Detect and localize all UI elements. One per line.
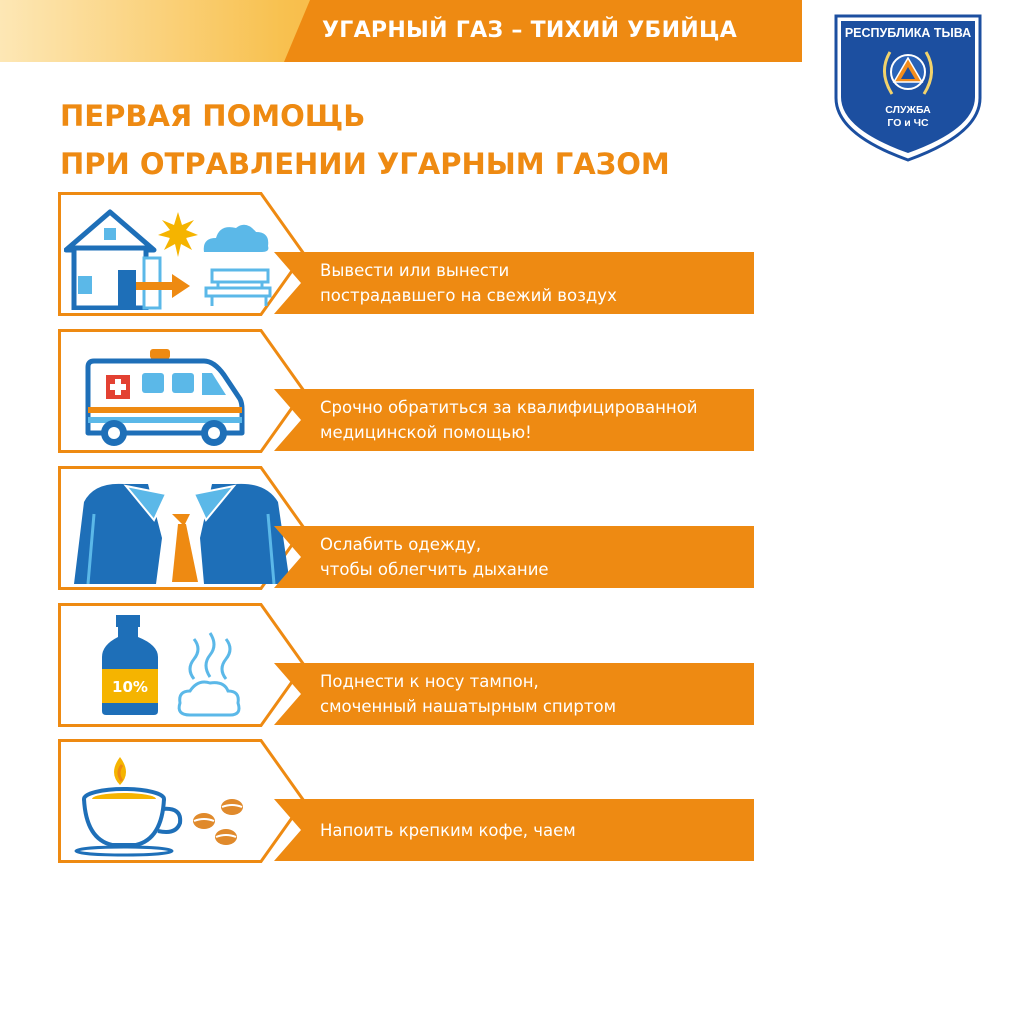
step-text-line1: Срочно обратиться за квалифицированной	[320, 398, 698, 417]
step-loosen-clothing	[58, 466, 754, 590]
ambulance-icon	[64, 337, 294, 447]
step-text-line2: чтобы облегчить дыхание	[320, 560, 549, 579]
house-fresh-air-icon	[64, 200, 294, 310]
step-text	[320, 391, 750, 449]
step-text-line1: Напоить крепким кофе, чаем	[320, 820, 576, 840]
banner-title: УГАРНЫЙ ГАЗ – ТИХИЙ УБИЙЦА	[322, 18, 738, 43]
step-text-line1: Поднести к носу тампон,	[320, 672, 539, 691]
bottle-label: 10%	[112, 678, 148, 696]
step-coffee	[58, 739, 754, 863]
coffee-cup-icon	[64, 747, 294, 857]
page-heading	[60, 92, 780, 188]
step-text	[320, 528, 750, 586]
step-medical-help	[58, 329, 754, 453]
ammonia-bottle-icon	[64, 611, 294, 721]
step-ammonia	[58, 603, 754, 727]
step-text-line1: Ослабить одежду,	[320, 535, 482, 554]
heading-line1: ПЕРВАЯ ПОМОЩЬ	[60, 99, 366, 133]
step-text	[320, 254, 750, 312]
step-fresh-air	[58, 192, 754, 316]
step-text-line1: Вывести или вынести	[320, 261, 510, 280]
step-text-line2: медицинской помощью!	[320, 423, 532, 442]
emblem-service-line2: ГО и ЧС	[887, 117, 929, 129]
emblem-service-line1: СЛУЖБА	[885, 104, 931, 116]
step-text	[320, 801, 750, 859]
step-text-line2: смоченный нашатырным спиртом	[320, 697, 617, 716]
mchs-tuva-emblem	[832, 12, 984, 162]
step-text	[320, 665, 750, 723]
heading-line2: ПРИ ОТРАВЛЕНИИ УГАРНЫМ ГАЗОМ	[60, 147, 670, 181]
emblem-top-text: РЕСПУБЛИКА ТЫВА	[844, 26, 972, 40]
step-text-line2: пострадавшего на свежий воздух	[320, 286, 617, 305]
loosen-clothing-icon	[64, 474, 294, 584]
